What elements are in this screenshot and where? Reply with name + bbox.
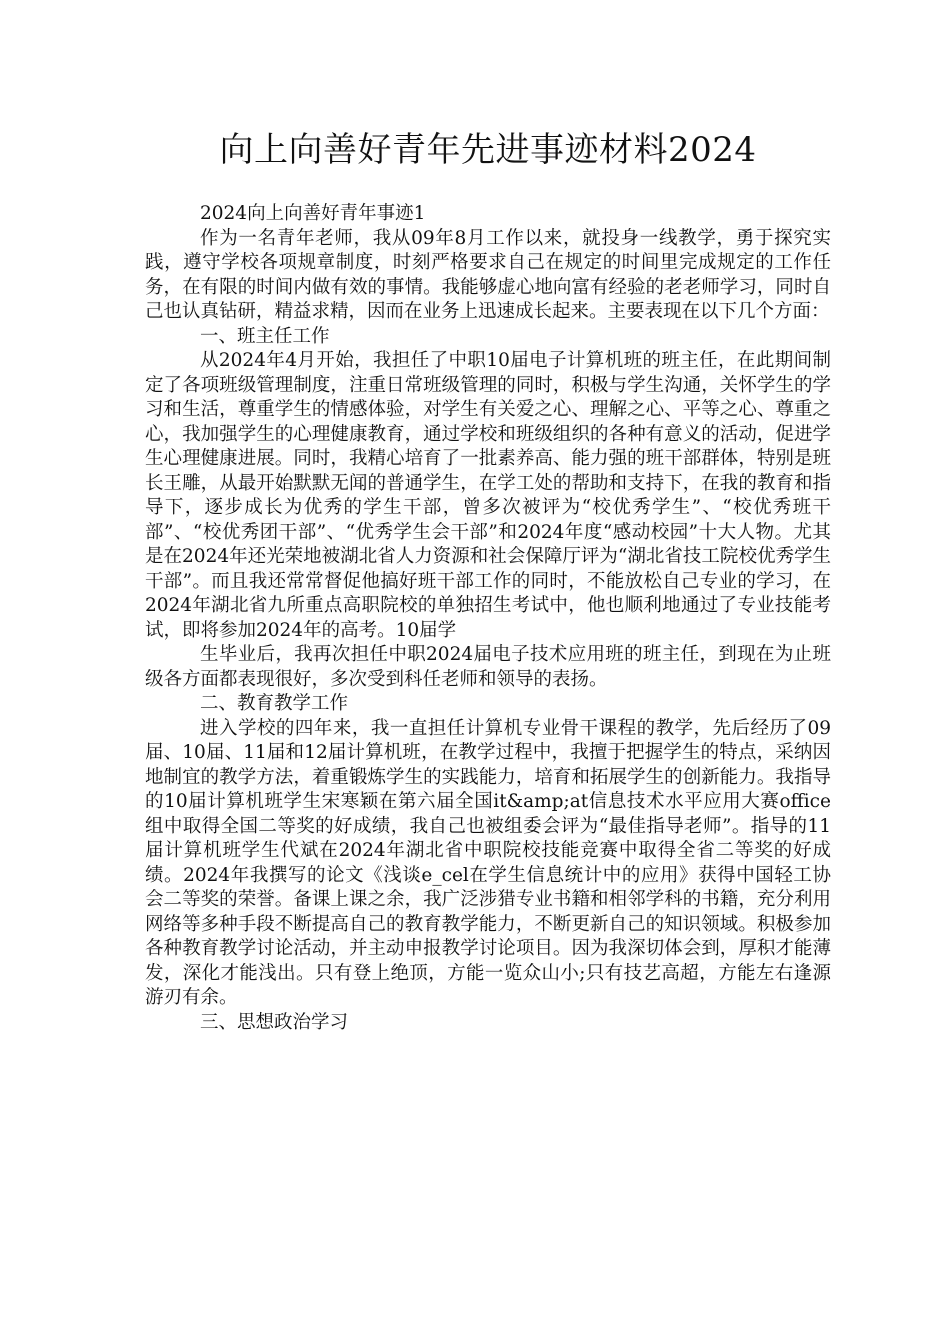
document-page [145, 128, 831, 1035]
class-teacher-paragraph-1: 从2024年4月开始，我担任了中职10届电子计算机班的班主任，在此期间制定了各项班级管理制度，注重日常班级管理的同时，积极与学生沟通，关怀学生的学习和生活，尊重学生的情感体验，对学生有关爱之心、理解之心、平等之心、尊重之心，我加强学生的心理健康教育，通过学校和班级组织的各种有意义的活动，促进学生心理健康进展。同时，我精心培育了一批素养高、能力强的班干部群体，特别是班长王雕，从最开始默默无闻的普通学生，在学工处的帮助和支持下，在我的教育和指导下，逐步成长为优秀的学生干部，曾多次被评为“校优秀学生”、“校优秀班干部”、“校优秀团干部”、“优秀学生会干部”和2024年度“感动校园”十大人物。尤其是在2024年还光荣地被湖北省人力资源和社会保障厅评为“湖北省技工院校优秀学生干部”。而且我还常常督促他搞好班干部工作的同时，不能放松自己专业的学习，在2024年湖北省九所重点高职院校的单独招生考试中，他也顺利地通过了专业技能考试，即将参加2024年的高考。10届学 [145, 350, 831, 641]
teaching-paragraph: 进入学校的四年来，我一直担任计算机专业骨干课程的教学，先后经历了09届、10届、11届和12届计算机班，在教学过程中，我擅于把握学生的特点，采纳因地制宜的教学方法，着重锻炼学生的实践能力，培育和拓展学生的创新能力。我指导的10届计算机班学生宋寒颖在第六届全国it&amp;at信息技术水平应用大赛office组中取得全国二等奖的好成绩，我自己也被组委会评为“最佳指导老师”。指导的11届计算机班学生代斌在2024年湖北省中职院校技能竞赛中取得全省二等奖的好成绩。2024年我撰写的论文《浅谈e_cel在学生信息统计中的应用》获得中国轻工协会二等奖的荣誉。备课上课之余，我广泛涉猎专业书籍和相邻学科的书籍，充分利用网络等多种手段不断提高自己的教育教学能力，不断更新自己的知识领域。积极参加各种教育教学讨论活动，并主动申报教学讨论项目。因为我深切体会到，厚积才能薄发，深化才能浅出。只有登上绝顶，方能一览众山小;只有技艺高超，方能左右逢源游刃有余。 [145, 717, 831, 1008]
document-subtitle: 2024向上向善好青年事迹1 [200, 203, 426, 224]
section-heading-teaching: 二、教育教学工作 [200, 693, 349, 714]
intro-paragraph: 作为一名青年老师，我从09年8月工作以来，就投身一线教学，勇于探究实践，遵守学校各项规章制度，时刻严格要求自己在规定的时间里完成规定的工作任务，在有限的时间内做有效的事情。我能够虚心地向富有经验的老老师学习，同时自己也认真钻研，精益求精，因而在业务上迅速成长起来。主要表现在以下几个方面： [145, 227, 831, 322]
section-heading-class-teacher: 一、班主任工作 [200, 325, 330, 347]
class-teacher-paragraph-2: 生毕业后，我再次担任中职2024届电子技术应用班的班主任，到现在为止班级各方面都表现很好，多次受到科任老师和领导的表扬。 [145, 644, 831, 690]
section-heading-political-study: 三、思想政治学习 [200, 1011, 349, 1033]
document-title: 向上向善好青年先进事迹材料2024 [219, 130, 757, 170]
